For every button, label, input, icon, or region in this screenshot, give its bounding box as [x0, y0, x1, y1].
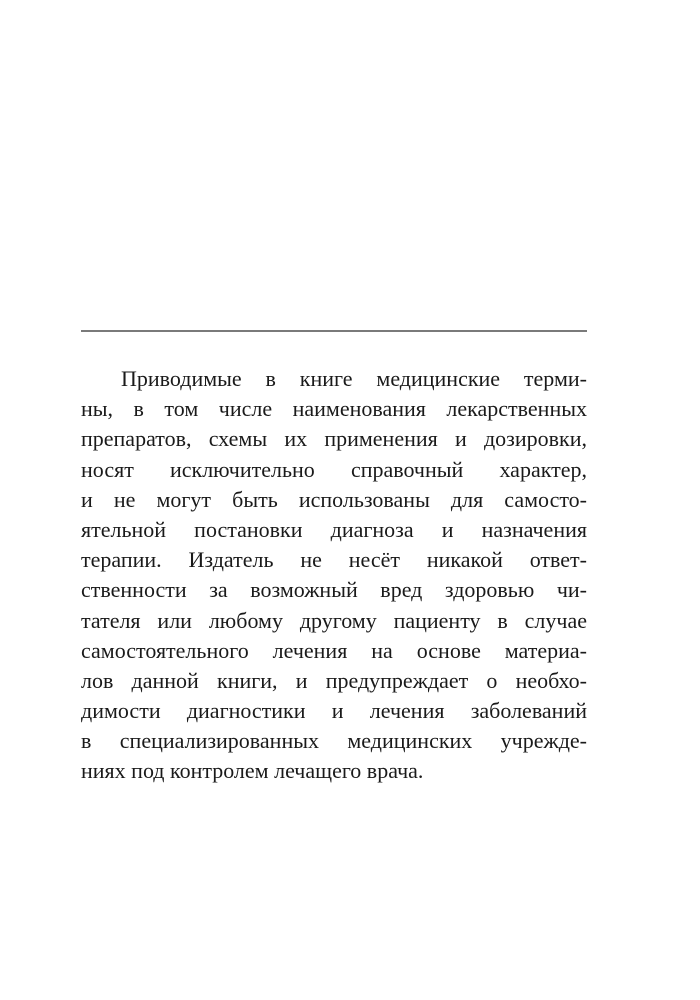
- disclaimer-line: носят исключительно справочный характер,: [81, 456, 587, 482]
- section-divider: [81, 330, 587, 332]
- disclaimer-line: ниях под контролем лечащего врача.: [81, 758, 424, 784]
- disclaimer-line: лов данной книги, и предупреждает о необхо-: [81, 667, 587, 693]
- disclaimer-line: димости диагностики и лечения заболеваний: [81, 698, 587, 724]
- disclaimer-line: терапии. Издатель не несёт никакой ответ-: [81, 547, 587, 573]
- disclaimer-paragraph: [81, 364, 587, 787]
- disclaimer-line: ятельной постановки диагноза и назначения: [81, 516, 587, 542]
- disclaimer-line: ны, в том числе наименования лекарственных: [81, 396, 587, 422]
- disclaimer-line: Приводимые в книге медицинские терми-: [121, 366, 587, 391]
- disclaimer-line: тателя или любому другому пациенту в случае: [81, 607, 587, 633]
- disclaimer-line: ственности за возможный вред здоровью чи-: [81, 577, 587, 603]
- disclaimer-line: препаратов, схемы их применения и дозировки,: [81, 426, 587, 452]
- disclaimer-line: в специализированных медицинских учрежде-: [81, 728, 587, 754]
- disclaimer-line: самостоятельного лечения на основе материа-: [81, 637, 587, 663]
- disclaimer-line: и не могут быть использованы для самосто-: [81, 486, 587, 512]
